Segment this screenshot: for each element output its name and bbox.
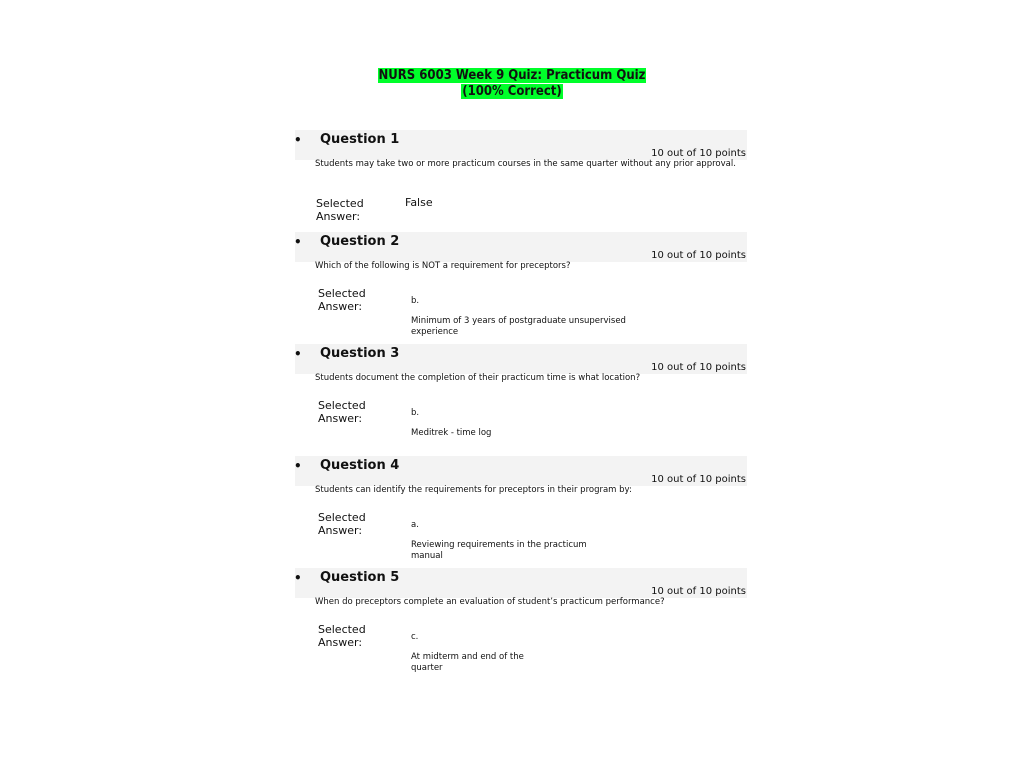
bullet-icon: • [294,347,302,361]
question-text: Students can identify the requirements for preceptors in their program by: [315,485,632,495]
question-title: Question 5 [320,570,400,585]
question-points: 10 out of 10 points [651,474,746,485]
title-line-2: (100% Correct) [462,84,562,99]
question-text: Students document the completion of their practicum time is what location? [315,373,641,383]
question-text: Students may take two or more practicum courses in the same quarter without any prior approval. [315,159,736,169]
bullet-icon: • [294,459,302,473]
question-title: Question 4 [320,458,400,473]
selected-answer-label: Selected Answer: [318,399,366,425]
selected-answer-text: False [405,196,433,209]
question-block [0,456,1024,566]
selected-answer-label: Selected Answer: [316,197,364,223]
question-block [0,568,1024,678]
question-title: Question 2 [320,234,400,249]
question-block [0,232,1024,342]
bullet-icon: • [294,133,302,147]
question-text: When do preceptors complete an evaluation of student’s practicum performance? [315,597,665,607]
bullet-icon: • [294,571,302,585]
bullet-icon: • [294,235,302,249]
question-points: 10 out of 10 points [651,586,746,597]
selected-answer-label: Selected Answer: [318,623,366,649]
selected-answer-text: At midterm and end of the quarter [411,652,524,673]
question-title: Question 3 [320,346,400,361]
question-block [0,344,1024,454]
question-title: Question 1 [320,132,400,147]
question-points: 10 out of 10 points [651,250,746,261]
answer-letter: b. [411,408,420,418]
question-text: Which of the following is NOT a requirement for preceptors? [315,261,571,271]
selected-answer-label: Selected Answer: [318,287,366,313]
answer-letter: a. [411,520,419,530]
title-line-1: NURS 6003 Week 9 Quiz: Practicum Quiz [378,68,646,83]
question-block [0,130,1024,240]
selected-answer-text: Minimum of 3 years of postgraduate unsupervised experience [411,316,626,337]
answer-letter: c. [411,632,419,642]
selected-answer-label: Selected Answer: [318,511,366,537]
selected-answer-text: Meditrek - time log [411,428,492,438]
answer-letter: b. [411,296,420,306]
selected-answer-text: Reviewing requirements in the practicum manual [411,540,587,561]
question-points: 10 out of 10 points [651,362,746,373]
question-points: 10 out of 10 points [651,148,746,159]
